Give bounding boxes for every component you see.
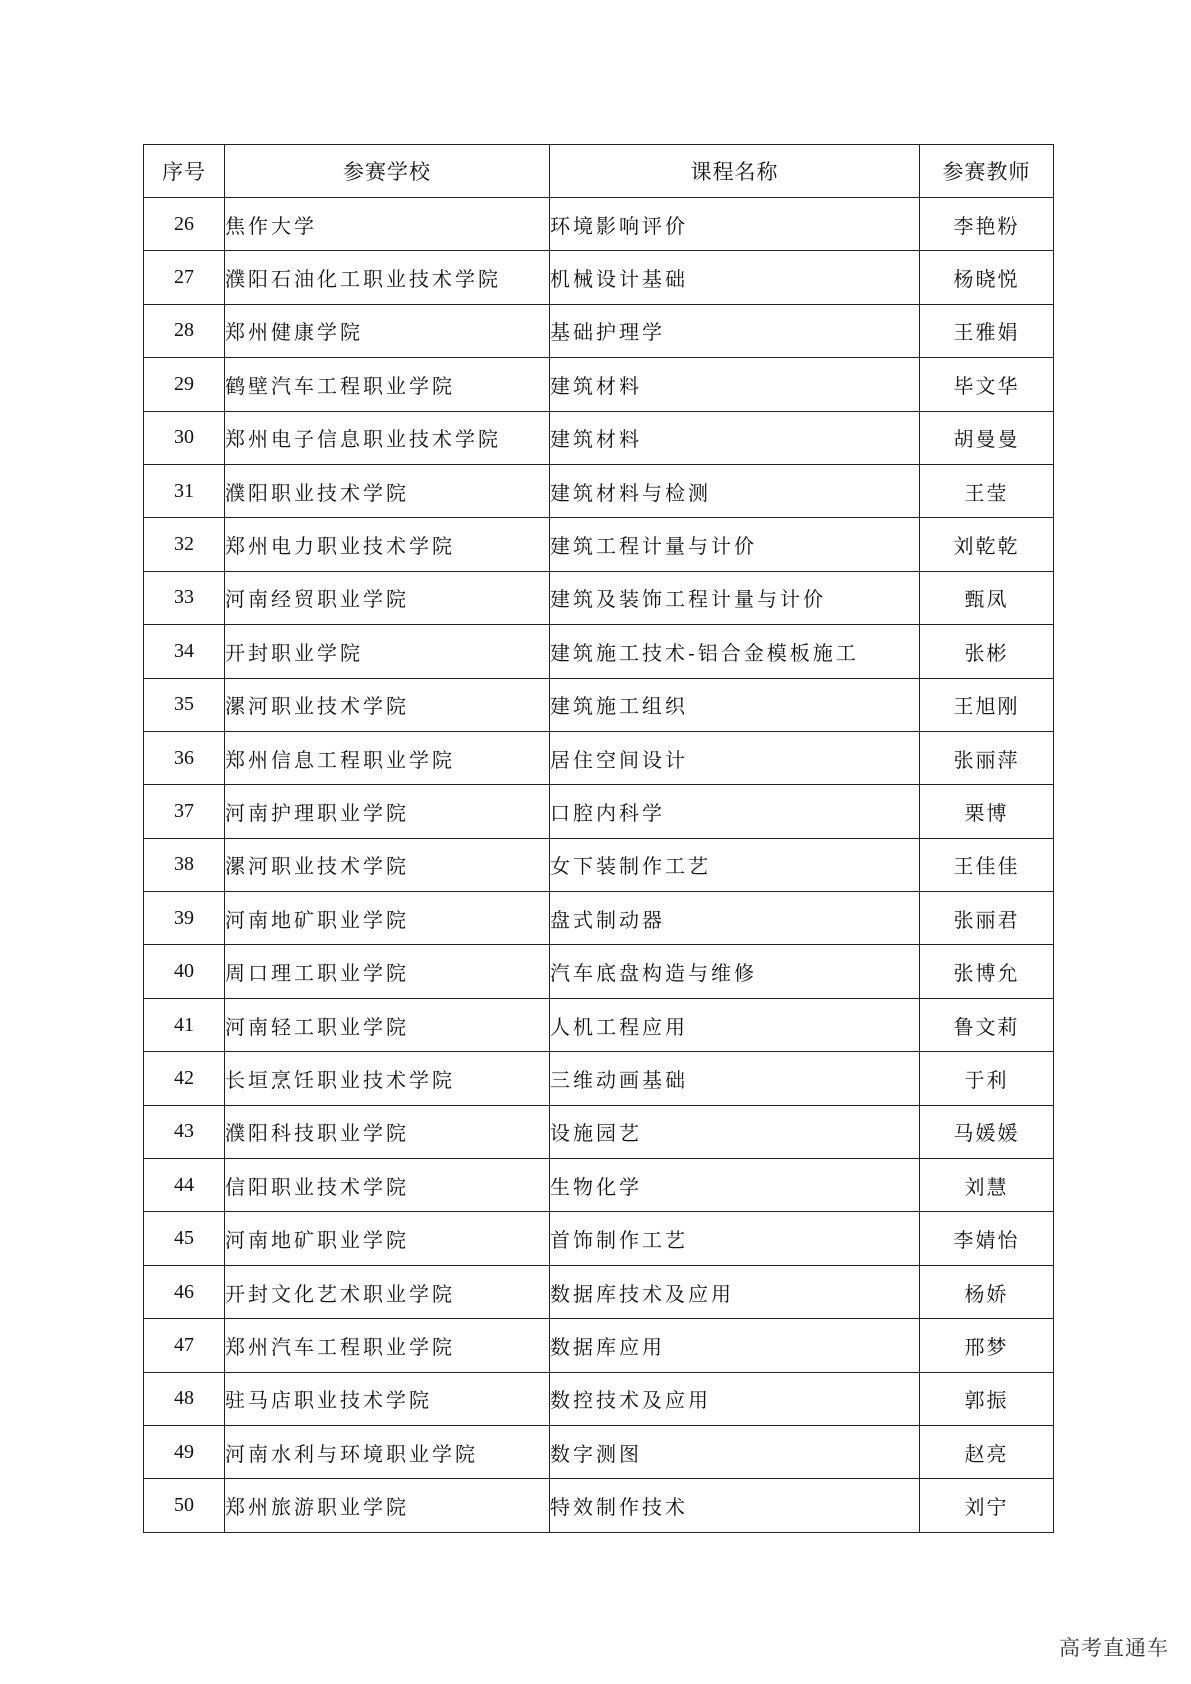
cell-seq: 47 [144,1319,225,1372]
table-row [144,464,1054,517]
cell-teacher: 王雅娟 [920,304,1054,357]
cell-course: 数据库技术及应用 [550,1265,920,1318]
cell-course: 三维动画基础 [550,1052,920,1105]
table-row [144,998,1054,1051]
cell-course: 建筑施工组织 [550,678,920,731]
cell-school: 濮阳石油化工职业技术学院 [225,251,550,304]
cell-seq: 39 [144,892,225,945]
cell-teacher: 于利 [920,1052,1054,1105]
cell-teacher: 刘慧 [920,1159,1054,1212]
cell-school: 郑州旅游职业学院 [225,1479,550,1532]
cell-school: 濮阳职业技术学院 [225,464,550,517]
cell-seq: 45 [144,1212,225,1265]
cell-teacher: 张彬 [920,625,1054,678]
cell-school: 信阳职业技术学院 [225,1159,550,1212]
cell-course: 盘式制动器 [550,892,920,945]
table-row [144,1265,1054,1318]
cell-school: 河南地矿职业学院 [225,1212,550,1265]
header-school: 参赛学校 [225,145,550,198]
cell-school: 河南轻工职业学院 [225,998,550,1051]
table-row [144,892,1054,945]
cell-teacher: 杨晓悦 [920,251,1054,304]
table-row [144,1159,1054,1212]
cell-seq: 28 [144,304,225,357]
cell-course: 机械设计基础 [550,251,920,304]
cell-school: 周口理工职业学院 [225,945,550,998]
table-row [144,1319,1054,1372]
cell-school: 河南水利与环境职业学院 [225,1425,550,1478]
competition-roster-table [143,144,1054,1533]
cell-seq: 36 [144,731,225,784]
cell-school: 濮阳科技职业学院 [225,1105,550,1158]
cell-teacher: 张丽君 [920,892,1054,945]
cell-course: 口腔内科学 [550,785,920,838]
cell-seq: 38 [144,838,225,891]
cell-teacher: 马媛媛 [920,1105,1054,1158]
cell-teacher: 郭振 [920,1372,1054,1425]
cell-school: 驻马店职业技术学院 [225,1372,550,1425]
table-row [144,1052,1054,1105]
cell-course: 建筑工程计量与计价 [550,518,920,571]
cell-school: 郑州健康学院 [225,304,550,357]
table-row [144,945,1054,998]
cell-seq: 41 [144,998,225,1051]
cell-seq: 33 [144,571,225,624]
cell-school: 开封文化艺术职业学院 [225,1265,550,1318]
cell-teacher: 甄凤 [920,571,1054,624]
cell-teacher: 邢梦 [920,1319,1054,1372]
cell-school: 焦作大学 [225,198,550,251]
cell-course: 建筑及装饰工程计量与计价 [550,571,920,624]
cell-course: 建筑材料 [550,411,920,464]
cell-course: 数据库应用 [550,1319,920,1372]
table-row [144,251,1054,304]
cell-school: 河南经贸职业学院 [225,571,550,624]
cell-seq: 35 [144,678,225,731]
cell-teacher: 李婧怡 [920,1212,1054,1265]
cell-course: 居住空间设计 [550,731,920,784]
cell-school: 郑州信息工程职业学院 [225,731,550,784]
cell-seq: 50 [144,1479,225,1532]
cell-teacher: 胡曼曼 [920,411,1054,464]
header-course: 课程名称 [550,145,920,198]
cell-course: 数字测图 [550,1425,920,1478]
cell-course: 生物化学 [550,1159,920,1212]
cell-course: 数控技术及应用 [550,1372,920,1425]
cell-teacher: 王佳佳 [920,838,1054,891]
table-body [144,198,1054,1533]
cell-seq: 46 [144,1265,225,1318]
table-row [144,625,1054,678]
table-row [144,1372,1054,1425]
table-row [144,518,1054,571]
header-seq: 序号 [144,145,225,198]
cell-school: 郑州电子信息职业技术学院 [225,411,550,464]
cell-course: 人机工程应用 [550,998,920,1051]
cell-teacher: 张博允 [920,945,1054,998]
cell-course: 基础护理学 [550,304,920,357]
watermark-text: 高考直通车 [1059,1636,1169,1660]
cell-school: 郑州汽车工程职业学院 [225,1319,550,1372]
table-row [144,785,1054,838]
header-teacher: 参赛教师 [920,145,1054,198]
cell-teacher: 刘乾乾 [920,518,1054,571]
cell-seq: 43 [144,1105,225,1158]
cell-seq: 30 [144,411,225,464]
table-header-row [144,145,1054,198]
cell-teacher: 赵亮 [920,1425,1054,1478]
cell-seq: 29 [144,358,225,411]
table-row [144,731,1054,784]
cell-course: 建筑材料 [550,358,920,411]
cell-school: 河南地矿职业学院 [225,892,550,945]
cell-course: 汽车底盘构造与维修 [550,945,920,998]
cell-school: 河南护理职业学院 [225,785,550,838]
cell-course: 建筑材料与检测 [550,464,920,517]
cell-teacher: 鲁文莉 [920,998,1054,1051]
cell-teacher: 李艳粉 [920,198,1054,251]
cell-seq: 32 [144,518,225,571]
cell-course: 环境影响评价 [550,198,920,251]
cell-school: 长垣烹饪职业技术学院 [225,1052,550,1105]
cell-seq: 49 [144,1425,225,1478]
cell-school: 郑州电力职业技术学院 [225,518,550,571]
cell-school: 漯河职业技术学院 [225,678,550,731]
cell-seq: 34 [144,625,225,678]
cell-teacher: 张丽萍 [920,731,1054,784]
cell-course: 特效制作技术 [550,1479,920,1532]
cell-seq: 44 [144,1159,225,1212]
cell-course: 首饰制作工艺 [550,1212,920,1265]
cell-seq: 31 [144,464,225,517]
cell-school: 鹤壁汽车工程职业学院 [225,358,550,411]
table-row [144,1105,1054,1158]
cell-seq: 48 [144,1372,225,1425]
cell-seq: 40 [144,945,225,998]
table-row [144,304,1054,357]
table-row [144,838,1054,891]
table-row [144,198,1054,251]
cell-teacher: 刘宁 [920,1479,1054,1532]
cell-teacher: 栗博 [920,785,1054,838]
cell-teacher: 毕文华 [920,358,1054,411]
cell-course: 建筑施工技术-铝合金模板施工 [550,625,920,678]
cell-seq: 26 [144,198,225,251]
table-row [144,1212,1054,1265]
cell-seq: 37 [144,785,225,838]
table-row [144,571,1054,624]
table-row [144,1479,1054,1532]
table-row [144,1425,1054,1478]
cell-teacher: 王莹 [920,464,1054,517]
cell-course: 女下装制作工艺 [550,838,920,891]
table-row [144,411,1054,464]
cell-teacher: 杨娇 [920,1265,1054,1318]
table-row [144,358,1054,411]
table-row [144,678,1054,731]
cell-teacher: 王旭刚 [920,678,1054,731]
cell-school: 开封职业学院 [225,625,550,678]
cell-seq: 42 [144,1052,225,1105]
cell-course: 设施园艺 [550,1105,920,1158]
cell-seq: 27 [144,251,225,304]
cell-school: 漯河职业技术学院 [225,838,550,891]
